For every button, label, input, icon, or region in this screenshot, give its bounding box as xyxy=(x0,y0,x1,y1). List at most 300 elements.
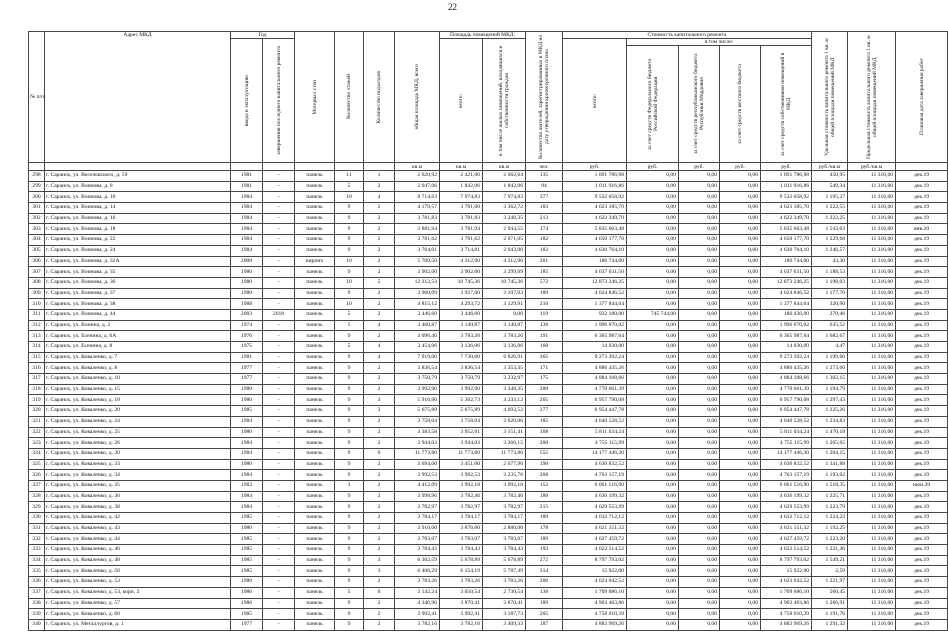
row-number-cell: 337 xyxy=(29,587,45,598)
table-row xyxy=(29,213,948,224)
cost-republic-cell: 0,00 xyxy=(679,309,720,320)
year-built-cell: 1988 xyxy=(231,299,263,310)
limit-cost-cell: 11 316,00 xyxy=(848,427,896,438)
address-cell: г. Саранск, ул. Воинова, д. 36 xyxy=(45,277,231,288)
address-cell: г. Саранск, ул. Воинова, д. 10 xyxy=(45,192,231,203)
cost-owners-cell: 4 637 631,50 xyxy=(761,267,812,278)
floors-cell: 9 xyxy=(335,491,364,502)
limit-cost-cell: 11 316,00 xyxy=(848,374,896,385)
cost-local-cell: 0,00 xyxy=(720,320,761,331)
table-row xyxy=(29,374,948,385)
specific-cost-cell: 1 194,79 xyxy=(812,384,848,395)
year-repair-cell: - xyxy=(263,213,295,224)
cost-local-cell: 0,00 xyxy=(720,470,761,481)
area-private-cell: 2 880,00 xyxy=(483,523,526,534)
area-private-cell: 10 745,36 xyxy=(483,277,526,288)
year-built-cell: 1984 xyxy=(231,192,263,203)
specific-cost-cell: 4,47 xyxy=(812,342,848,353)
area-total-cell: 3 781,62 xyxy=(440,235,483,246)
specific-cost-cell: 1 518,35 xyxy=(812,480,848,491)
total-area-cell: 3 758,04 xyxy=(395,416,440,427)
wall-material-cell: панель xyxy=(295,374,335,385)
completion-date-cell: июн.20 xyxy=(896,480,948,491)
total-area-cell: 3 454,06 xyxy=(395,342,440,353)
header-owners: за счет средств собственников помещений в МКД xyxy=(761,46,812,163)
cost-federal-cell: 0,00 xyxy=(627,502,679,513)
wall-material-cell: панель xyxy=(295,277,335,288)
residents-cell: 119 xyxy=(526,309,563,320)
completion-date-cell: дек.19 xyxy=(896,374,948,385)
specific-cost-cell: 1 234,83 xyxy=(812,416,848,427)
residents-cell: 365 xyxy=(526,352,563,363)
total-area-cell: 4 346,96 xyxy=(395,598,440,609)
residents-cell: 189 xyxy=(526,513,563,524)
cost-federal-cell: 0,00 xyxy=(627,181,679,192)
entrances-cell: 3 xyxy=(364,395,395,406)
total-area-cell: 3 836,54 xyxy=(395,363,440,374)
cost-local-cell: 0,00 xyxy=(720,245,761,256)
address-cell: г. Саранск, ул. Коваленко, д. 33 xyxy=(45,459,231,470)
table-row xyxy=(29,438,948,449)
wall-material-cell: панель xyxy=(295,331,335,342)
total-area-cell: 3 781,83 xyxy=(395,213,440,224)
wall-material-cell: панель xyxy=(295,502,335,513)
entrances-cell: 2 xyxy=(364,534,395,545)
year-built-cell: 1981 xyxy=(231,171,263,182)
address-cell: г. Саранск, ул. Вонина, д. 2 xyxy=(45,320,231,331)
entrances-cell: 2 xyxy=(364,224,395,235)
year-repair-cell: - xyxy=(263,224,295,235)
limit-cost-cell: 11 316,00 xyxy=(848,555,896,566)
specific-cost-cell: 1 222,25 xyxy=(812,213,848,224)
cost-federal-cell: 0,00 xyxy=(627,331,679,342)
cost-owners-cell: 6 954 447,78 xyxy=(761,406,812,417)
cost-republic-cell: 0,00 xyxy=(679,192,720,203)
limit-cost-cell: 11 316,00 xyxy=(848,181,896,192)
row-number-cell: 304 xyxy=(29,235,45,246)
cost-owners-cell: 5 835 663,48 xyxy=(761,224,812,235)
entrances-cell: 5 xyxy=(364,277,395,288)
address-cell: г. Саранск, ул. Металлургов, д. 1 xyxy=(45,619,231,630)
residents-cell: 200 xyxy=(526,438,563,449)
total-area-cell: 6 406,29 xyxy=(395,566,440,577)
header-including: в том числе: xyxy=(627,39,812,46)
total-area-cell: 5 675,89 xyxy=(395,406,440,417)
completion-date-cell: дек.19 xyxy=(896,491,948,502)
entrances-cell: 2 xyxy=(364,416,395,427)
address-cell: г. Саранск, ул. Есенина, д. 6А xyxy=(45,331,231,342)
cost-owners-cell: 1 377 844,64 xyxy=(761,299,812,310)
area-total-cell: 3 783,26 xyxy=(440,577,483,588)
year-built-cell: 1976 xyxy=(231,331,263,342)
wall-material-cell: панель xyxy=(295,619,335,630)
total-area-cell: 3 694,00 xyxy=(395,459,440,470)
cost-republic-cell: 0,00 xyxy=(679,384,720,395)
residents-cell: 377 xyxy=(526,192,563,203)
table-row xyxy=(29,267,948,278)
year-repair-cell: - xyxy=(263,534,295,545)
completion-date-cell: дек.19 xyxy=(896,545,948,556)
completion-date-cell: дек.19 xyxy=(896,609,948,620)
area-private-cell: 5 678,89 xyxy=(483,555,526,566)
area-private-cell: 3 248,35 xyxy=(483,213,526,224)
floors-cell: 9 xyxy=(335,438,364,449)
total-area-cell: 4 383,58 xyxy=(395,427,440,438)
cost-federal-cell: 0,00 xyxy=(627,523,679,534)
wall-material-cell: панель xyxy=(295,213,335,224)
floors-cell: 5 xyxy=(335,320,364,331)
completion-date-cell: дек.19 xyxy=(896,342,948,353)
cost-federal-cell: 0,00 xyxy=(627,213,679,224)
address-cell: г. Саранск, ул. Воинова, д. 32А xyxy=(45,256,231,267)
total-area-cell: 8 714,63 xyxy=(395,192,440,203)
cost-owners-cell: 4 632 712,12 xyxy=(761,513,812,524)
floors-cell: 9 xyxy=(335,598,364,609)
cost-owners-cell: 4 629 553,99 xyxy=(761,502,812,513)
residents-cell: 205 xyxy=(526,609,563,620)
cost-total-cell: 5 835 663,48 xyxy=(563,224,627,235)
floors-cell: 9 xyxy=(335,577,364,588)
completion-date-cell: дек.19 xyxy=(896,352,948,363)
address-cell: г. Саранск, ул. Коваленко, д. 38 xyxy=(45,502,231,513)
cost-total-cell: 4 632 712,12 xyxy=(563,513,627,524)
cost-republic-cell: 0,00 xyxy=(679,213,720,224)
limit-cost-cell: 11 316,00 xyxy=(848,598,896,609)
cost-federal-cell: 0,00 xyxy=(627,619,679,630)
completion-date-cell: дек.19 xyxy=(896,459,948,470)
area-private-cell: 3 782,97 xyxy=(483,502,526,513)
specific-cost-cell: 1 225,71 xyxy=(812,491,848,502)
cost-republic-cell: 0,00 xyxy=(679,459,720,470)
total-area-cell: 4 412,09 xyxy=(395,480,440,491)
wall-material-cell: панель xyxy=(295,320,335,331)
limit-cost-cell: 11 316,00 xyxy=(848,245,896,256)
cost-local-cell: 0,00 xyxy=(720,363,761,374)
area-total-cell: 3 446,60 xyxy=(440,309,483,320)
wall-material-cell: панель xyxy=(295,566,335,577)
table-row xyxy=(29,502,948,513)
cost-total-cell: 1 996 070,02 xyxy=(563,320,627,331)
limit-cost-cell: 11 316,00 xyxy=(848,534,896,545)
year-repair-cell: - xyxy=(263,545,295,556)
cost-total-cell: 6 957 790,08 xyxy=(563,395,627,406)
specific-cost-cell: 1 193,02 xyxy=(812,470,848,481)
wall-material-cell: панель xyxy=(295,363,335,374)
cost-total-cell: 4 637 631,50 xyxy=(563,267,627,278)
cost-republic-cell: 0,00 xyxy=(679,256,720,267)
cost-federal-cell: 0,00 xyxy=(627,438,679,449)
residents-cell: 189 xyxy=(526,598,563,609)
table-row xyxy=(29,427,948,438)
floors-cell: 9 xyxy=(335,245,364,256)
cost-owners-cell: 8 797 793,02 xyxy=(761,555,812,566)
completion-date-cell: дек.19 xyxy=(896,235,948,246)
limit-cost-cell: 11 316,00 xyxy=(848,363,896,374)
row-number-cell: 307 xyxy=(29,267,45,278)
floors-cell: 10 xyxy=(335,299,364,310)
cost-local-cell: 0,00 xyxy=(720,277,761,288)
table-row xyxy=(29,299,948,310)
entrances-cell: 3 xyxy=(364,406,395,417)
year-built-cell: 1980 xyxy=(231,523,263,534)
table-row xyxy=(29,256,948,267)
area-total-cell: 4 312,90 xyxy=(440,256,483,267)
area-total-cell: 3 050,54 xyxy=(440,587,483,598)
completion-date-cell: дек.19 xyxy=(896,416,948,427)
row-number-cell: 328 xyxy=(29,491,45,502)
row-number-cell: 301 xyxy=(29,203,45,214)
address-cell: г. Саранск, ул. Коваленко, д. 25 xyxy=(45,427,231,438)
table-row xyxy=(29,235,948,246)
area-total-cell: 3 136,06 xyxy=(440,342,483,353)
cost-local-cell: 0,00 xyxy=(720,448,761,459)
table-row xyxy=(29,181,948,192)
year-repair-cell: - xyxy=(263,459,295,470)
specific-cost-cell: 1 191,76 xyxy=(812,609,848,620)
address-cell: г. Саранск, ул. Есенина, д. 8 xyxy=(45,342,231,353)
row-number-cell: 317 xyxy=(29,374,45,385)
cost-owners-cell: 4 903 463,86 xyxy=(761,598,812,609)
row-number-cell: 310 xyxy=(29,299,45,310)
cost-federal-cell: 0,00 xyxy=(627,480,679,491)
unit: кв.м xyxy=(395,163,440,171)
table-row xyxy=(29,619,948,630)
year-repair-cell: - xyxy=(263,267,295,278)
header-floors: Количество этажей xyxy=(335,32,364,163)
wall-material-cell: панель xyxy=(295,545,335,556)
residents-cell: 180 xyxy=(526,491,563,502)
area-total-cell: 10 745,36 xyxy=(440,277,483,288)
year-built-cell: 1980 xyxy=(231,427,263,438)
area-total-cell: 4 293,72 xyxy=(440,299,483,310)
specific-cost-cell: 1 246,57 xyxy=(812,245,848,256)
table-row xyxy=(29,609,948,620)
row-number-cell: 313 xyxy=(29,331,45,342)
cost-total-cell: 4 770 661,39 xyxy=(563,384,627,395)
row-number-cell: 339 xyxy=(29,609,45,620)
wall-material-cell: панель xyxy=(295,395,335,406)
year-repair-cell: - xyxy=(263,299,295,310)
cost-republic-cell: 0,00 xyxy=(679,267,720,278)
year-repair-cell: - xyxy=(263,374,295,385)
limit-cost-cell: 11 316,00 xyxy=(848,502,896,513)
cost-total-cell: 6 954 447,78 xyxy=(563,406,627,417)
cost-federal-cell: 0,00 xyxy=(627,491,679,502)
cost-republic-cell: 0,00 xyxy=(679,171,720,182)
total-area-cell: 7 919,00 xyxy=(395,352,440,363)
address-cell: г. Саранск, ул. Коваленко, д. 36 xyxy=(45,491,231,502)
cost-owners-cell: 6 365 987,64 xyxy=(761,331,812,342)
entrances-cell: 2 xyxy=(364,502,395,513)
cost-republic-cell: 0,00 xyxy=(679,513,720,524)
specific-cost-cell: 270,46 xyxy=(812,309,848,320)
total-area-cell: 12 312,53 xyxy=(395,277,440,288)
year-repair-cell: - xyxy=(263,256,295,267)
cost-local-cell: 0,00 xyxy=(720,502,761,513)
year-built-cell: 1984 xyxy=(231,416,263,427)
address-cell: г. Саранск, ул. Коваленко, д. 46 xyxy=(45,545,231,556)
completion-date-cell: дек.19 xyxy=(896,171,948,182)
cost-total-cell: 4 636 199,32 xyxy=(563,491,627,502)
address-cell: г. Саранск, ул. Коваленко, д. 42 xyxy=(45,513,231,524)
cost-federal-cell: 0,00 xyxy=(627,609,679,620)
table-row xyxy=(29,587,948,598)
entrances-cell: 2 xyxy=(364,513,395,524)
specific-cost-cell: 1 341,88 xyxy=(812,459,848,470)
address-cell: г. Саранск, ул. Коваленко, д. 50 xyxy=(45,566,231,577)
area-private-cell: 3 232,97 xyxy=(483,374,526,385)
row-number-cell: 308 xyxy=(29,277,45,288)
year-built-cell: 1974 xyxy=(231,320,263,331)
table-row xyxy=(29,491,948,502)
header-year-repair: завершения последнего капитального ремонта xyxy=(263,39,295,163)
cost-local-cell: 0,00 xyxy=(720,523,761,534)
area-private-cell: 3 136,06 xyxy=(483,342,526,353)
area-total-cell: 3 782,16 xyxy=(440,619,483,630)
address-cell: г. Саранск, ул. Коваленко, д. 53 xyxy=(45,577,231,588)
year-repair-cell: - xyxy=(263,523,295,534)
floors-cell: 10 xyxy=(335,277,364,288)
year-repair-cell: - xyxy=(263,470,295,481)
cost-federal-cell: 0,00 xyxy=(627,395,679,406)
cost-federal-cell: 0,00 xyxy=(627,577,679,588)
area-total-cell: 3 992,18 xyxy=(440,480,483,491)
wall-material-cell: панель xyxy=(295,192,335,203)
year-repair-cell: - xyxy=(263,598,295,609)
year-repair-cell: - xyxy=(263,320,295,331)
area-private-cell: 3 784,17 xyxy=(483,513,526,524)
specific-cost-cell: 1 192,25 xyxy=(812,523,848,534)
completion-date-cell: дек.19 xyxy=(896,427,948,438)
row-number-cell: 314 xyxy=(29,342,45,353)
completion-date-cell: дек.19 xyxy=(896,523,948,534)
cost-owners-cell: 4 640 528,52 xyxy=(761,416,812,427)
cost-owners-cell: 186 744,00 xyxy=(761,256,812,267)
specific-cost-cell: 1 682,67 xyxy=(812,331,848,342)
address-cell: г. Саранск, ул. Коваленко, д. 10 xyxy=(45,374,231,385)
wall-material-cell: панель xyxy=(295,523,335,534)
area-total-cell: 3 836,54 xyxy=(440,363,483,374)
cost-total-cell: 4 886 435,26 xyxy=(563,363,627,374)
completion-date-cell: дек.19 xyxy=(896,245,948,256)
cost-republic-cell: 0,00 xyxy=(679,342,720,353)
area-total-cell: 3 870,41 xyxy=(440,598,483,609)
cost-total-cell: 4 624 846,52 xyxy=(563,288,627,299)
cost-local-cell: 0,00 xyxy=(720,480,761,491)
entrances-cell: 6 xyxy=(364,587,395,598)
year-built-cell: 1980 xyxy=(231,395,263,406)
area-total-cell: 3 140,87 xyxy=(440,320,483,331)
cost-owners-cell: 1 011 916,86 xyxy=(761,181,812,192)
area-private-cell: 3 187,73 xyxy=(483,609,526,620)
area-private-cell: 5 787,49 xyxy=(483,566,526,577)
cost-local-cell: 0,00 xyxy=(720,342,761,353)
floors-cell: 9 xyxy=(335,427,364,438)
cost-federal-cell: 0,00 xyxy=(627,406,679,417)
wall-material-cell: кирпич xyxy=(295,256,335,267)
area-total-cell: 2 421,06 xyxy=(440,171,483,182)
total-area-cell: 3 992,90 xyxy=(395,384,440,395)
residents-cell: 185 xyxy=(526,267,563,278)
address-cell: г. Саранск, ул. Коваленко, д. 43 xyxy=(45,523,231,534)
completion-date-cell: дек.19 xyxy=(896,406,948,417)
row-number-cell: 335 xyxy=(29,566,45,577)
year-built-cell: 1983 xyxy=(231,480,263,491)
cost-federal-cell: 0,00 xyxy=(627,545,679,556)
area-total-cell: 3 992,90 xyxy=(440,384,483,395)
specific-cost-cell: 2,59 xyxy=(812,566,848,577)
cost-local-cell: 0,00 xyxy=(720,619,761,630)
completion-date-cell: дек.19 xyxy=(896,299,948,310)
area-private-cell: 3 140,87 xyxy=(483,320,526,331)
cost-local-cell: 0,00 xyxy=(720,203,761,214)
completion-date-cell: дек.19 xyxy=(896,534,948,545)
cost-owners-cell: 1 996 070,02 xyxy=(761,320,812,331)
cost-republic-cell: 0,00 xyxy=(679,566,720,577)
year-repair-cell: - xyxy=(263,331,295,342)
entrances-cell: 2 xyxy=(364,235,395,246)
cost-total-cell: 9 532 058,92 xyxy=(563,192,627,203)
year-built-cell: 1984 xyxy=(231,224,263,235)
address-cell: г. Саранск, ул. Воинова, д. 14 xyxy=(45,203,231,214)
floors-cell: 9 xyxy=(335,267,364,278)
area-total-cell: 3 750,79 xyxy=(440,374,483,385)
cost-federal-cell: 0,00 xyxy=(627,235,679,246)
cost-local-cell: 0,00 xyxy=(720,459,761,470)
area-private-cell: 4 312,90 xyxy=(483,256,526,267)
limit-cost-cell: 11 316,00 xyxy=(848,577,896,588)
area-private-cell: 4 693,52 xyxy=(483,406,526,417)
wall-material-cell: панель xyxy=(295,609,335,620)
cost-total-cell: 1 011 916,86 xyxy=(563,181,627,192)
row-number-cell: 299 xyxy=(29,181,45,192)
area-private-cell: 3 129,91 xyxy=(483,299,526,310)
year-built-cell: 1985 xyxy=(231,406,263,417)
floors-cell: 9 xyxy=(335,203,364,214)
header-cost-total: всего: xyxy=(563,39,627,163)
wall-material-cell: панель xyxy=(295,513,335,524)
cost-local-cell: 0,00 xyxy=(720,609,761,620)
completion-date-cell: дек.19 xyxy=(896,320,948,331)
cost-owners-cell: 4 650 177,70 xyxy=(761,235,812,246)
completion-date-cell: дек.19 xyxy=(896,277,948,288)
cost-local-cell: 0,00 xyxy=(720,566,761,577)
address-cell: г. Саранск, ул. Коваленко, д. 60 xyxy=(45,609,231,620)
total-area-cell: 3 460,87 xyxy=(395,320,440,331)
completion-date-cell: дек.19 xyxy=(896,619,948,630)
header-republic: за счет средств республиканского бюджета Республики Мордовия xyxy=(679,46,720,163)
cost-republic-cell: 0,00 xyxy=(679,598,720,609)
cost-local-cell: 0,00 xyxy=(720,534,761,545)
cost-republic-cell: 0,00 xyxy=(679,448,720,459)
year-repair-cell: - xyxy=(263,427,295,438)
table-row xyxy=(29,513,948,524)
cost-local-cell: 0,00 xyxy=(720,513,761,524)
floors-cell: 11 xyxy=(335,171,364,182)
address-cell: г. Саранск, ул. Коваленко, д. 53, корп. 2 xyxy=(45,587,231,598)
cost-republic-cell: 0,00 xyxy=(679,577,720,588)
table-row xyxy=(29,224,948,235)
area-total-cell: 3 782,46 xyxy=(440,491,483,502)
floors-cell: 9 xyxy=(335,555,364,566)
limit-cost-cell: 11 316,00 xyxy=(848,277,896,288)
limit-cost-cell: 11 316,00 xyxy=(848,566,896,577)
address-cell: г. Саранск, ул. Воинова, д. 16 xyxy=(45,213,231,224)
floors-cell: 9 xyxy=(335,363,364,374)
table-row xyxy=(29,342,948,353)
cost-total-cell: 1 709 686,10 xyxy=(563,587,627,598)
table-row xyxy=(29,288,948,299)
